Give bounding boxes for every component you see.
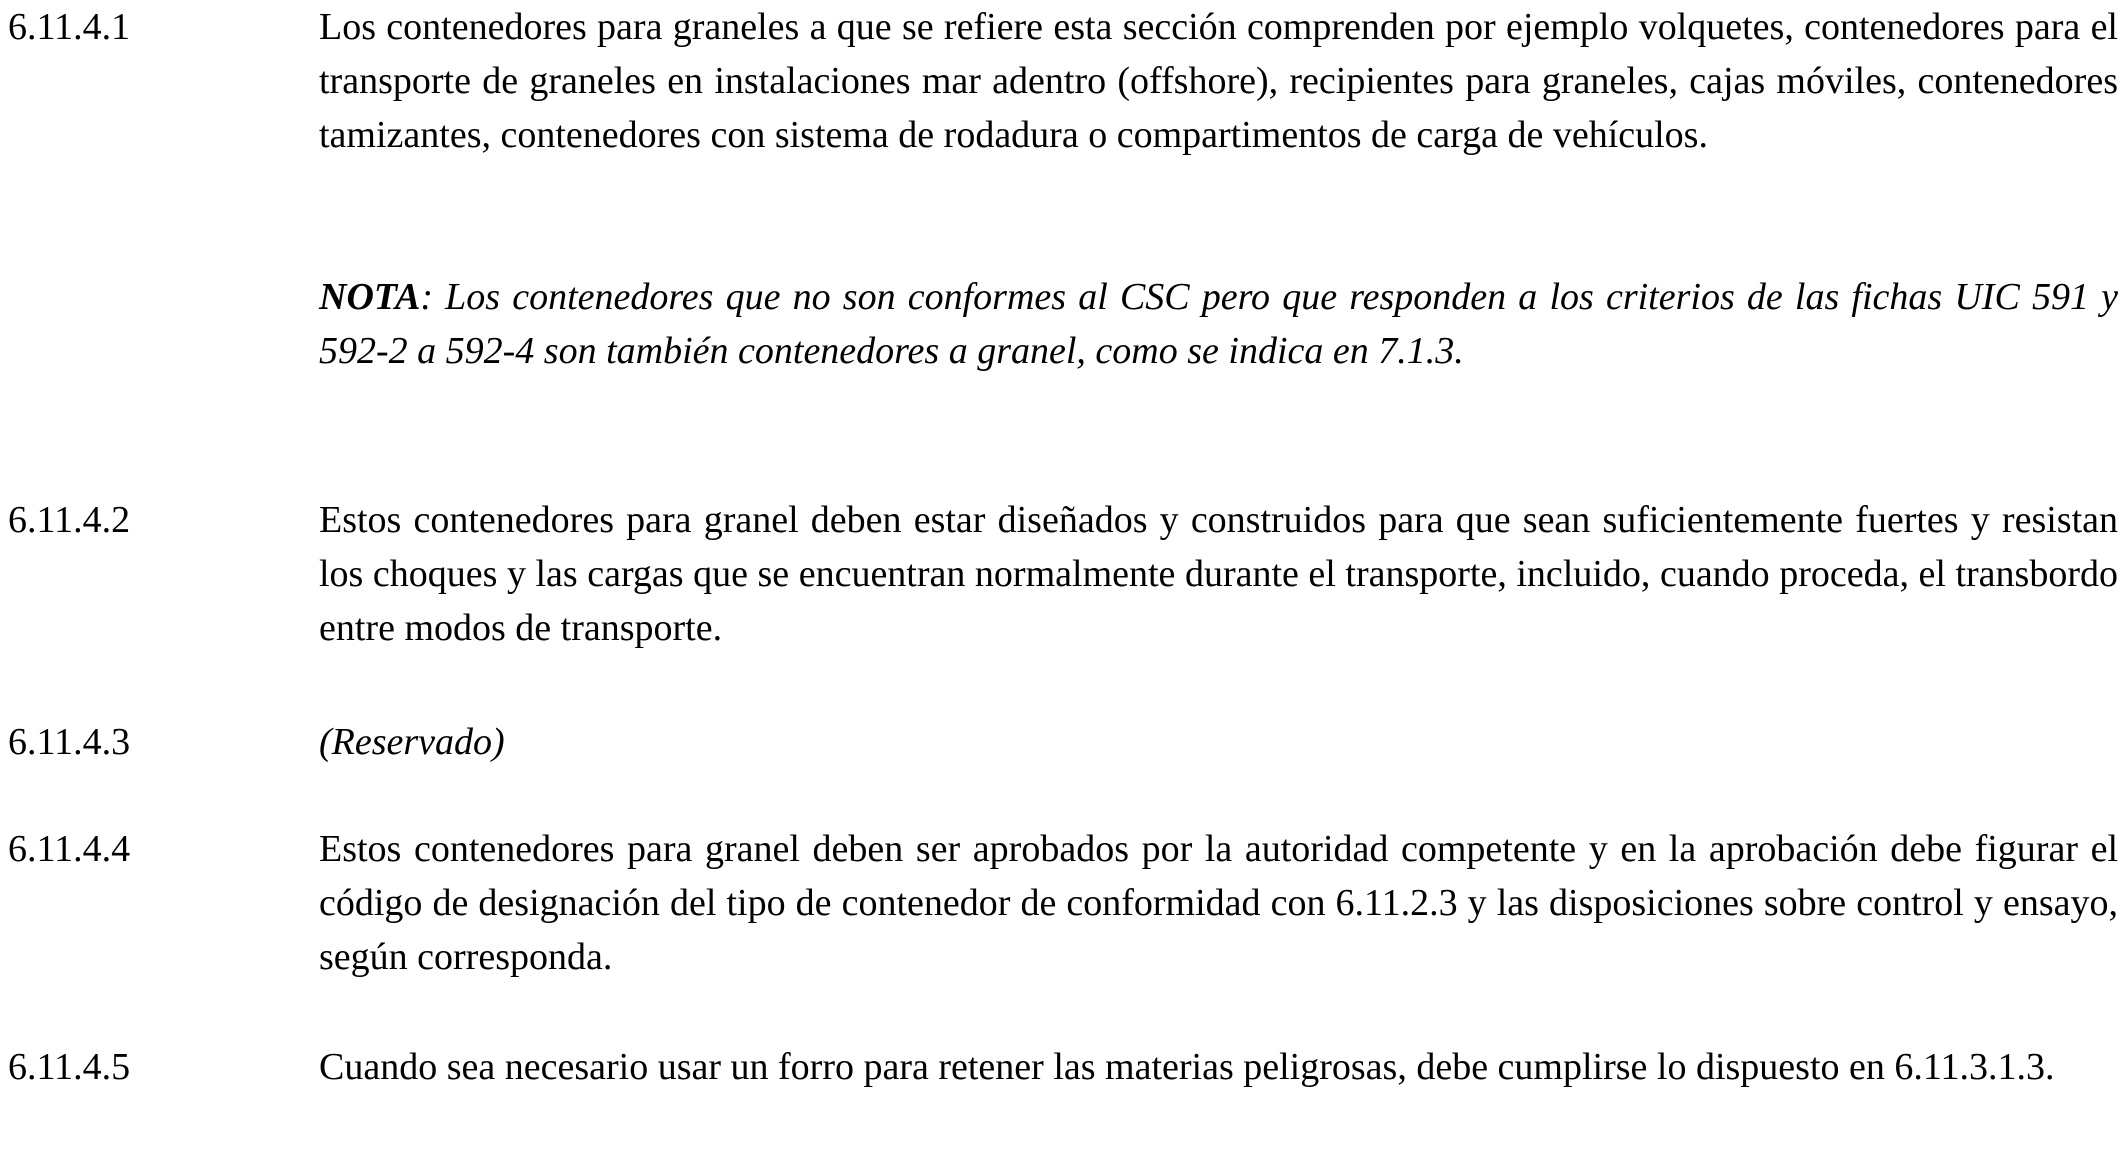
section-text: Cuando sea necesario usar un forro para retener las materias peligrosas, debe cumplirse lo dispuesto en 6.11.3.1.3. — [319, 1046, 2055, 1088]
section-text: Estos contenedores para granel deben ser aprobados por la autoridad competente y en la aprobación debe figurar el código de designación del tipo de contenedor de conformidad con 6.11.2.3 y las disposiciones sobre control y ensayo, según corresponda. — [319, 828, 2118, 978]
section-text: Estos contenedores para granel deben estar diseñados y construidos para que sean suficientemente fuertes y resistan los choques y las cargas que se encuentran normalmente durante el transporte, incluido, cuando proceda, el transbordo entre modos de transporte. — [319, 499, 2118, 649]
note-text — [319, 270, 2118, 378]
section-text: Los contenedores para graneles a que se refiere esta sección comprenden por ejemplo volquetes, contenedores para el transporte de graneles en instalaciones mar adentro (offshore), recipientes para graneles, cajas móviles, contenedores tamizantes, contenedores con sistema de rodadura o compartimentos de carga de vehículos. — [319, 6, 2118, 156]
section-number: 6.11.4.1 — [8, 6, 131, 48]
note-body: : Los contenedores que no son conformes al CSC pero que responden a los criterios de las fichas UIC 591 y 592-2 a 592-4 son también contenedores a granel, como se indica en 7.1.3. — [319, 276, 2118, 372]
section-number: 6.11.4.4 — [8, 828, 131, 870]
note-label: NOTA — [319, 276, 421, 318]
section-number: 6.11.4.5 — [8, 1046, 131, 1088]
section-number: 6.11.4.3 — [8, 721, 131, 763]
section-text: (Reservado) — [319, 721, 505, 763]
section-number: 6.11.4.2 — [8, 499, 131, 541]
